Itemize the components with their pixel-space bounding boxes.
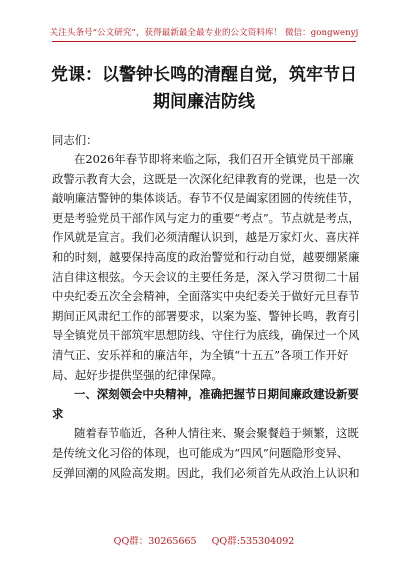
title-line: 期间廉洁防线 xyxy=(153,92,255,112)
salutation: 同志们： xyxy=(52,133,98,147)
paragraph-line: 局、起好步提供坚强的纪律保障。 xyxy=(52,367,223,382)
paragraph-line: 是传统文化习俗的体现，也可能成为“四风”问题隐形变异、 xyxy=(52,445,349,460)
footer-contact xyxy=(0,533,408,547)
document-title xyxy=(40,62,368,116)
document-body xyxy=(52,150,372,483)
paragraph-line: 和的时刻，越要保持高度的政治警觉和行动自觉，越要绷紧廉 xyxy=(52,249,360,264)
paragraph-line: 洁自律这根弦。今天会议的主要任务是，深入学习贯彻二十届 xyxy=(52,269,360,284)
paragraph-line: 清气正、安乐祥和的廉洁年，为全镇“十五五”各项工作开好 xyxy=(52,347,349,362)
paragraph-line: 政警示教育大会，这既是一次深化纪律教育的党课，也是一次 xyxy=(52,171,360,186)
paragraph-line: 期间正风肃纪工作的部署要求，以案为鉴、警钟长鸣，教育引 xyxy=(52,308,360,323)
section-heading-line: 一、深刻领会中央精神，准确把握节日期间廉政建设新要 xyxy=(74,387,359,402)
qq-group-link-2[interactable]: QQ群:535304092 xyxy=(211,536,295,547)
paragraph-line: 敲响廉洁警钟的集体谈话。春节不仅是阖家团圆的传统佳节， xyxy=(52,191,360,206)
paragraph-line: 中央纪委五次全会精神，全面落实中央纪委关于做好元旦春节 xyxy=(52,289,360,304)
qq-group-link-1[interactable]: QQ群：30265665 xyxy=(113,536,197,547)
paragraph-line: 在2026年春节即将来临之际，我们召开全镇党员干部廉 xyxy=(74,152,354,166)
header-banner: 关注头条号“公文研究”，获得最新最全最专业的公文资料库！ 微信：gongwenyj xyxy=(49,28,359,38)
title-line: 党课：以警钟长鸣的清醒自觉，筑牢节日 xyxy=(51,65,357,85)
paragraph-line: 作风就是宣言。我们必须清醒认识到，越是万家灯火、喜庆祥 xyxy=(52,230,360,245)
header-divider xyxy=(52,41,356,42)
paragraph-line: 随着春节临近，各种人情往来、聚会聚餐趋于频繁，这既 xyxy=(74,426,359,441)
section-heading-line: 求 xyxy=(52,406,64,421)
paragraph-line: 反弹回潮的风险高发期。因此，我们必须首先从政治上认识和 xyxy=(52,465,360,480)
paragraph-line: 导全镇党员干部筑牢思想防线、守住行为底线，确保过一个风 xyxy=(52,328,360,343)
paragraph-line: 更是考验党员干部作风与定力的重要“考点”。节点就是考点， xyxy=(52,210,360,225)
